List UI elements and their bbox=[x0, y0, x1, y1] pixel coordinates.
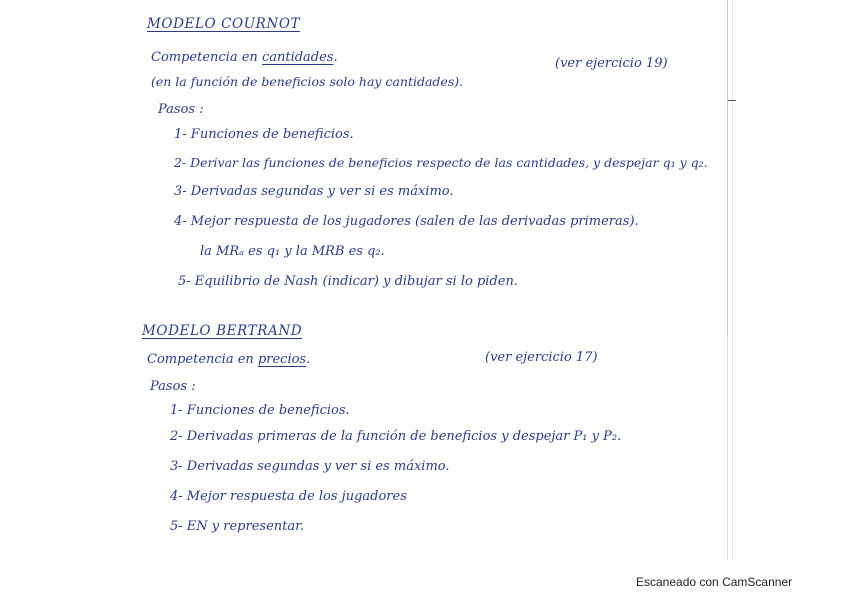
cournot-steps-label-text: Pasos : bbox=[158, 102, 204, 117]
cournot-title: MODELO COURNOT bbox=[147, 16, 301, 32]
cournot-step-2: 2- Derivar las funciones de beneficios respecto de las cantidades, y despejar q₁ y q₂. bbox=[174, 155, 708, 170]
cournot-step-1: 1- Funciones de beneficios. bbox=[174, 127, 354, 142]
cournot-step-3: 3- Derivadas segundas y ver si es máximo. bbox=[174, 184, 454, 199]
cournot-exercise-ref: (ver ejercicio 19) bbox=[555, 56, 668, 71]
camscanner-footer: Escaneado con CamScanner bbox=[636, 575, 793, 589]
cournot-step-4: 4- Mejor respuesta de los jugadores (salen de las derivadas primeras). bbox=[174, 214, 639, 229]
cournot-note: (en la función de beneficios solo hay cantidades). bbox=[151, 74, 464, 89]
bertrand-competition-line bbox=[147, 353, 310, 366]
bertrand-step-3: 3- Derivadas segundas y ver si es máximo. bbox=[170, 459, 450, 474]
cournot-competition-line bbox=[151, 51, 338, 64]
bertrand-competition-prefix: Competencia en bbox=[147, 352, 258, 367]
margin-mark bbox=[728, 100, 736, 101]
notebook-margin-line-secondary bbox=[732, 0, 733, 560]
bertrand-competition-keyword: precios bbox=[257, 352, 307, 367]
cournot-step-5: 5- Equilibrio de Nash (indicar) y dibujar si lo piden. bbox=[178, 274, 518, 289]
cournot-steps-label bbox=[158, 103, 204, 116]
bertrand-step-5: 5- EN y representar. bbox=[170, 519, 305, 534]
notebook-margin-line bbox=[727, 0, 728, 560]
bertrand-step-2: 2- Derivadas primeras de la función de beneficios y despejar P₁ y P₂. bbox=[170, 429, 622, 444]
bertrand-competition-suffix: . bbox=[306, 352, 311, 367]
bertrand-steps-label bbox=[150, 380, 196, 393]
bertrand-step-1: 1- Funciones de beneficios. bbox=[170, 403, 350, 418]
cournot-competition-prefix: Competencia en bbox=[151, 50, 262, 65]
bertrand-step-4: 4- Mejor respuesta de los jugadores bbox=[170, 489, 407, 504]
cournot-competition-suffix: . bbox=[333, 50, 338, 65]
cournot-competition-keyword: cantidades bbox=[261, 50, 334, 65]
bertrand-title: MODELO BERTRAND bbox=[142, 323, 303, 339]
bertrand-steps-label-text: Pasos : bbox=[150, 379, 196, 394]
cournot-step-4-detail: la MRₐ es q₁ y la MRB es q₂. bbox=[200, 244, 385, 259]
bertrand-exercise-ref: (ver ejercicio 17) bbox=[485, 350, 598, 365]
